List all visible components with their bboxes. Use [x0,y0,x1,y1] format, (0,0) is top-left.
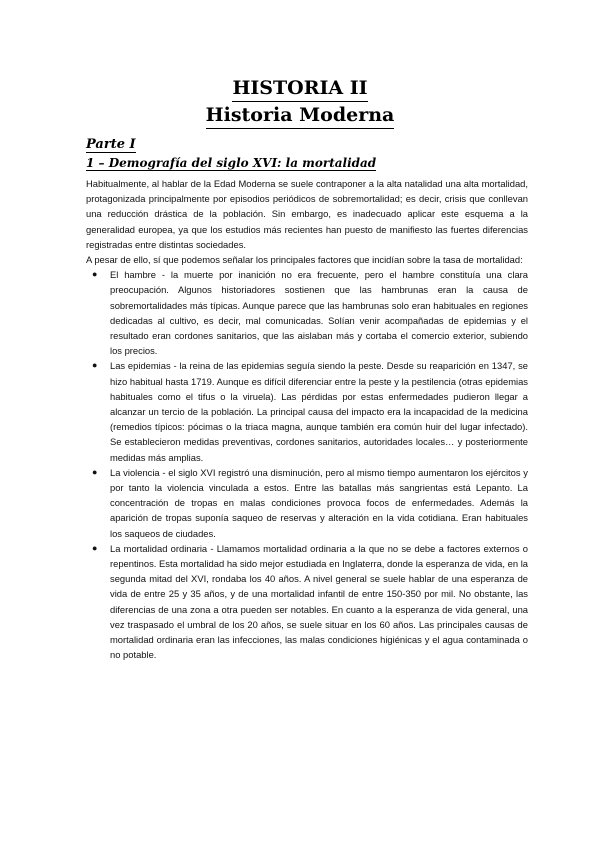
document-title [0,75,600,102]
list-item-epidemias [86,358,528,464]
factor-list [86,267,528,662]
paragraph-intro: Habitualmente, al hablar de la Edad Moderna se suele contraponer a la alta natalidad una alta mortalidad, protagonizada principalmente por episodios periódicos de sobremortalidad; es decir, crisis que conllevan una reducción drástica de la población. Sin embargo, es inadecuado aplicar este esquema a la generalidad europea, ya que los estudios más recientes han puesto de manifiesto las fuertes diferencias registradas entre distintas sociedades. [86,178,528,250]
list-item-text: La violencia - el siglo XVI registró una disminución, pero al mismo tiempo aumentaron los ejércitos y por tanto la violencia vinculada a estos. Entre las batallas más sangrientas está Lepanto. La concentración de tropas en malas condiciones provoca focos de enfermedades. Además la aparición de tropas suponía saqueo de reservas y alteración en la vida cotidiana. Eran habituales los saqueos de ciudades. [110,466,528,539]
body-text [86,176,528,663]
bullet-icon: ● [92,542,98,553]
title-line-1: HISTORIA II [232,75,367,102]
list-item-hambre [86,267,528,358]
list-item-text: La mortalidad ordinaria - Llamamos mortalidad ordinaria a la que no se debe a factores externos o repentinos. Esta mortalidad ha sido mejor estudiada en Inglaterra, donde la esperanza de vida, en la segunda mitad del XVI, rondaba los 40 años. A nivel general se suele hablar de una esperanza de vida de entre 25 y 35 años, y de una mortalidad infantil de entre 150-350 por mil. No obstante, las diferencias de una zona a otra pueden ser notables. En cuanto a la esperanza de vida general, una vez traspasado el umbral de los 20 años, se suele situar en los 60 años. Las principales causas de mortalidad ordinaria eran las infecciones, las malas condiciones higiénicas y el agua contaminada o no potable. [110,542,528,661]
list-item-violencia [86,465,528,541]
paragraph-lead-in: A pesar de ello, sí que podemos señalar los principales factores que incidían sobre la tasa de mortalidad: [86,254,523,266]
bullet-icon: ● [92,269,98,280]
document-subtitle [0,102,600,129]
bullet-icon: ● [92,466,98,477]
bullet-icon: ● [92,360,98,371]
section-heading: 1 – Demografía del siglo XVI: la mortalidad [86,156,377,170]
list-item-text: Las epidemias - la reina de las epidemias seguía siendo la peste. Desde su reaparición en 1347, se hizo habitual hasta 1719. Aunque es difícil diferenciar entre la peste y la pestilencia (otras epidemias habituales como el tifus o la viruela). Las pérdidas por estas enfermedades pudieron llegar a alcanzar un tercio de la población. La principal causa del impacto era la incapacidad de la medicina (remedios típicos: pócimas o la triaca magna, aunque también era común huir del lugar infectado). Se establecieron medidas preventivas, cordones sanitarios, autoridades locales… y posteriormente medidas más amplias. [110,360,528,463]
list-item-mortalidad-ordinaria [86,541,528,663]
part-heading: Parte I [86,137,136,152]
title-line-2: Historia Moderna [206,102,395,129]
list-item-text: El hambre - la muerte por inanición no era frecuente, pero el hambre constituía una clara preocupación. Algunos historiadores sostienen que las hambrunas eran la causa de sobremortalidades más típicas. Aunque parece que las hambrunas solo eran habituales en regiones dedicadas al cultivo, es decir, mal comunicadas. Solían venir acompañadas de epidemias y el resultado eran cordones sanitarios, que las aislaban más y cortaba el comercio exterior, subiendo los precios. [110,269,528,357]
title-block [0,75,600,129]
